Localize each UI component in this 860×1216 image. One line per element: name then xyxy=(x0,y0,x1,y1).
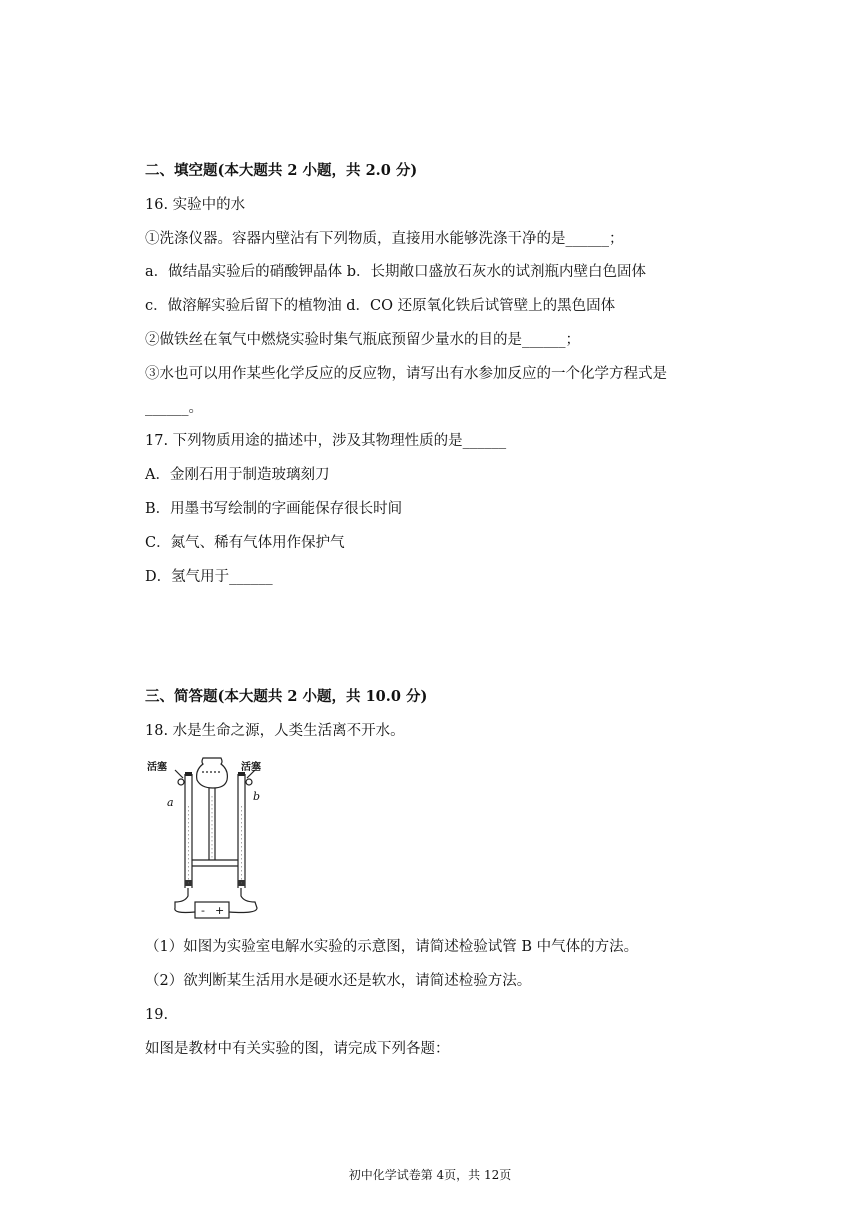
section-3-heading: 三、简答题(本大题共 2 小题，共 10.0 分) xyxy=(145,688,428,705)
question-17-option-d: D．氢气用于______ xyxy=(145,569,273,585)
tube-b-label: b xyxy=(253,790,261,803)
question-16-part-3-blank: ______。 xyxy=(145,400,203,416)
question-16-title: 16. 实验中的水 xyxy=(145,197,246,213)
question-18-sub-1: （1）如图为实验室电解水实验的示意图，请简述检验试管 B 中气体的方法。 xyxy=(145,939,639,955)
stopcock-label-left: 活塞 xyxy=(147,762,167,773)
question-16-options-ab: a．做结晶实验后的硝酸钾晶体 b．长期敞口盛放石灰水的试剂瓶内壁白色固体 xyxy=(145,264,647,280)
stopcock-label-right: 活塞 xyxy=(241,762,261,773)
question-16-options-cd: c．做溶解实验后留下的植物油 d．CO 还原氧化铁后试管壁上的黑色固体 xyxy=(145,298,616,314)
electrolysis-apparatus-figure xyxy=(145,756,265,920)
question-17-option-a: A．金刚石用于制造玻璃刻刀 xyxy=(145,467,330,483)
question-19-text: 如图是教材中有关实验的图，请完成下列各题： xyxy=(145,1041,450,1057)
battery-plus-label: + xyxy=(215,904,225,917)
question-19-number: 19. xyxy=(145,1007,169,1023)
question-17-option-b: B．用墨书写绘制的字画能保存很长时间 xyxy=(145,501,403,517)
question-18-sub-2: （2）欲判断某生活用水是硬水还是软水，请简述检验方法。 xyxy=(145,973,532,989)
page-footer: 初中化学试卷第 4页，共 12页 xyxy=(348,1168,512,1182)
battery-minus-label: - xyxy=(201,904,205,917)
section-2-heading: 二、填空题(本大题共 2 小题，共 2.0 分) xyxy=(145,162,418,179)
question-16-part-2: ②做铁丝在氧气中燃烧实验时集气瓶底预留少量水的目的是______； xyxy=(145,332,580,348)
question-18-title: 18. 水是生命之源，人类生活离不开水。 xyxy=(145,723,405,739)
question-16-part-1: ①洗涤仪器。容器内壁沾有下列物质，直接用水能够洗涤干净的是______； xyxy=(145,231,624,247)
tube-a-label: a xyxy=(167,796,174,809)
question-17-option-c: C．氮气、稀有气体用作保护气 xyxy=(145,535,345,551)
question-16-part-3: ③水也可以用作某些化学反应的反应物，请写出有水参加反应的一个化学方程式是 xyxy=(145,366,667,382)
question-17-title: 17. 下列物质用途的描述中，涉及其物理性质的是______ xyxy=(145,433,507,449)
